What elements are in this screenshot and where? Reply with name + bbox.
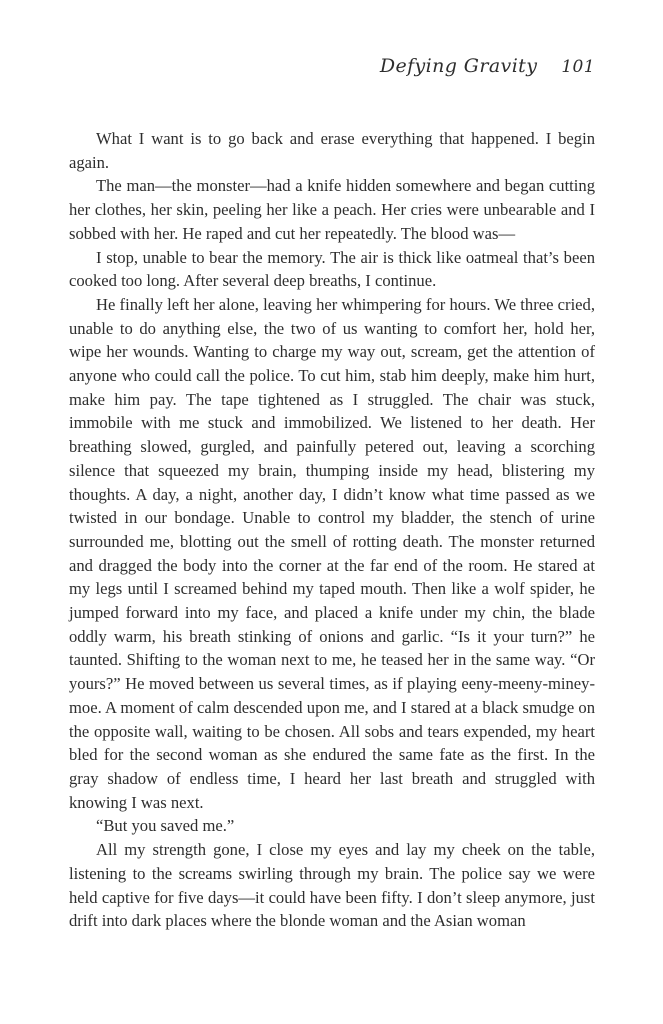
paragraph: The man—the monster—had a knife hidden somewhere and began cutting her clothes, her skin, peeling her like a peach. Her cries were unbearable and I sobbed with her. He raped and cut her repeatedly. The blood was— [69,176,595,243]
paragraph: “But you saved me.” [96,816,235,836]
running-header [69,55,595,77]
paragraph: I stop, unable to bear the memory. The air is thick like oatmeal that’s been cooked too long. After several deep breaths, I continue. [69,247,595,291]
paragraph: What I want is to go back and erase everything that happened. I begin again. [69,129,595,172]
paragraph: All my strength gone, I close my eyes and lay my cheek on the table, listening to the screams swirling through my brain. The police say we were held captive for five days—it could have been fifty. I don’t sleep anymore, just drift into dark places where the blonde woman and the Asian woman [69,840,595,931]
paragraph: He finally left her alone, leaving her whimpering for hours. We three cried, unable to do anything else, the two of us wanting to comfort her, hold her, wipe her wounds. Wanting to charge my way out, scream, get the attention of anyone who could call the police. To cut him, stab him deeply, make him hurt, make him pay. The tape tightened as I struggled. The chair was stuck, immobile with me stuck and immobilized. We listened to her death. Her breathing slowed, gurgled, and painfully petered out, leaving a scorching silence that squeezed my brain, thumping inside my head, blistering my thoughts. A day, a night, another day, I didn’t know what time passed as we twisted in our bondage. Unable to control my bladder, the stench of urine surrounded me, blotting out the smell of rotting death. The monster returned and dragged the body into the corner at the far end of the room. He stared at my legs until I screamed behind my taped mouth. Then like a wolf spider, he jumped forward into my face, and placed a knife under my chin, the blade oddly warm, his breath stinking of onions and garlic. “Is it your turn?” he taunted. Shifting to the woman next to me, he teased her in the same way. “Or yours?” He moved between us several times, as if playing eeny-meeny-miney-moe. A moment of calm descended upon me, and I stared at a black smudge on the opposite wall, waiting to be chosen. All sobs and tears expended, my heart bled for the second woman as she endured the same fate as the first. In the gray shadow of endless time, I heard her last breath and struggled with knowing I was next. [69,294,595,812]
page-body [69,127,595,933]
page-number: 101 [561,57,595,77]
running-header-book-title: Defying Gravity [379,55,538,77]
